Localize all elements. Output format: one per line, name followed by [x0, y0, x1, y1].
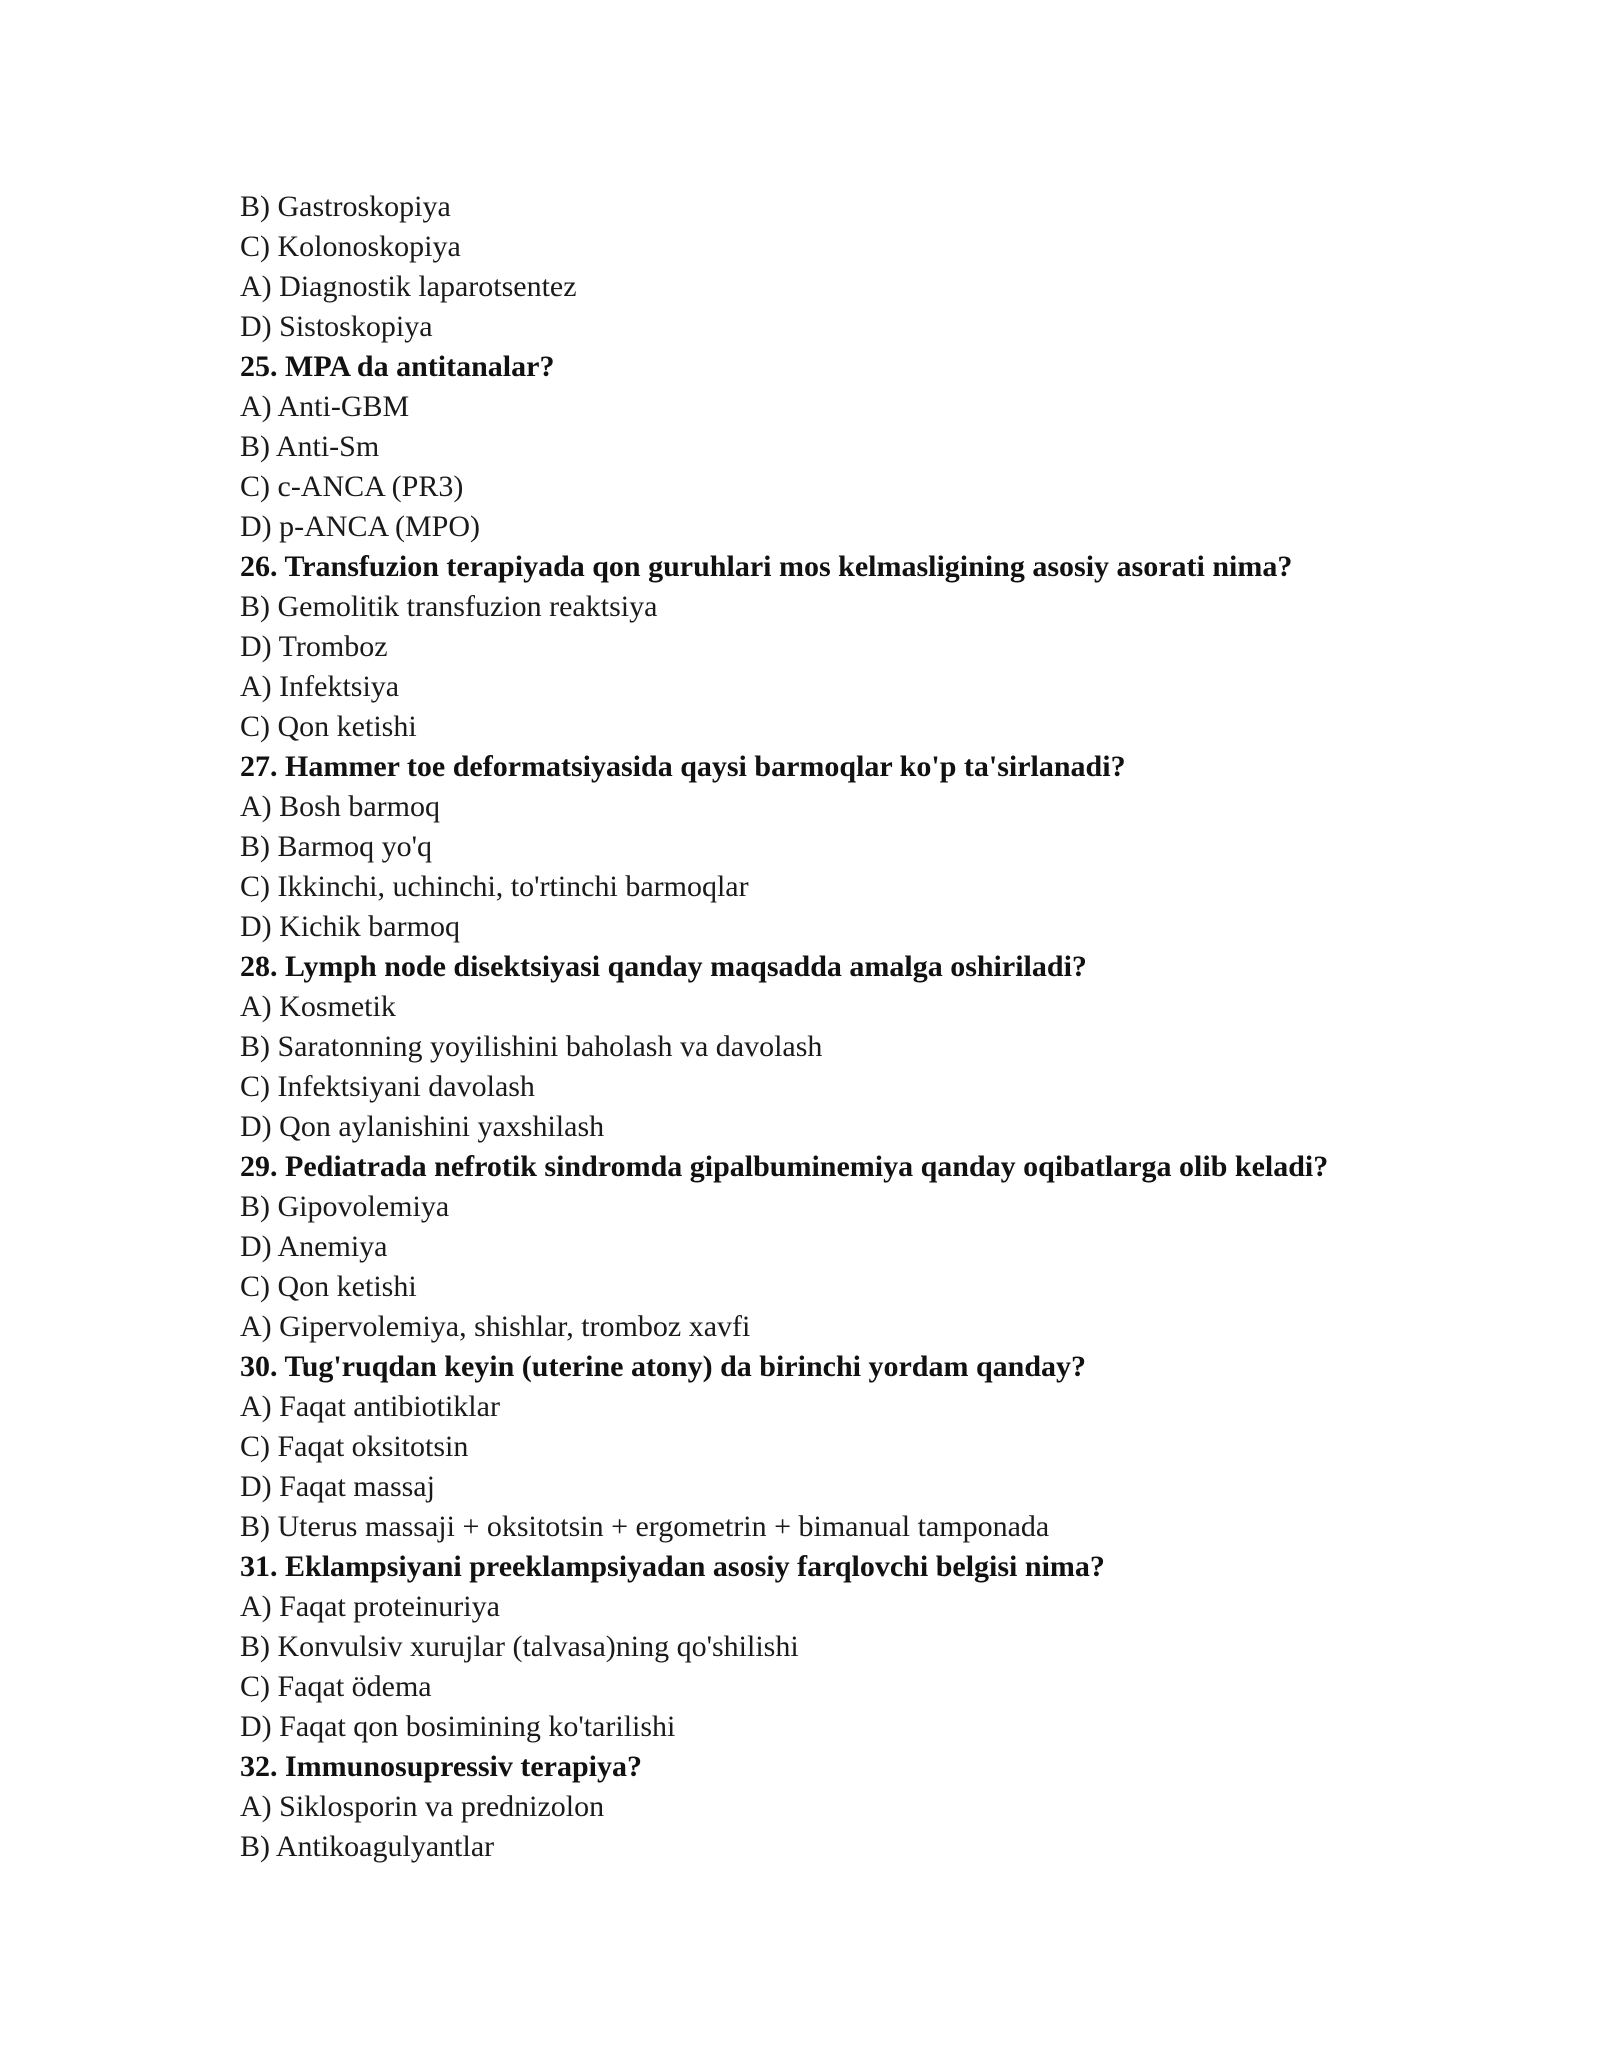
answer-option: A) Anti-GBM: [240, 390, 410, 423]
answer-option: D) Faqat qon bosimining ko'tarilishi: [240, 1710, 676, 1743]
answer-option: C) Kolonoskopiya: [240, 230, 461, 263]
answer-option: C) Faqat oksitotsin: [240, 1430, 469, 1463]
answer-option: A) Kosmetik: [240, 990, 396, 1023]
answer-option: D) Tromboz: [240, 630, 388, 663]
answer-option: C) Infektsiyani davolash: [240, 1070, 535, 1103]
question-block: [240, 747, 1460, 947]
question-block: [240, 547, 1460, 747]
answer-option: B) Konvulsiv xurujlar (talvasa)ning qo'shilishi: [240, 1630, 799, 1663]
answer-option: C) c-ANCA (PR3): [240, 470, 464, 503]
answer-option: B) Anti-Sm: [240, 430, 380, 463]
answer-option: D) Anemiya: [240, 1230, 388, 1263]
question-text: 32. Immunosupressiv terapiya?: [240, 1750, 642, 1783]
answer-option: B) Gemolitik transfuzion reaktsiya: [240, 590, 658, 623]
answer-option: A) Bosh barmoq: [240, 790, 440, 823]
question-text: 30. Tug'ruqdan keyin (uterine atony) da birinchi yordam qanday?: [240, 1350, 1087, 1383]
question-block: [240, 1347, 1460, 1547]
answer-option: C) Qon ketishi: [240, 1270, 417, 1303]
question-block: [240, 947, 1460, 1147]
question-block: [240, 1747, 1460, 1867]
answer-option: B) Gastroskopiya: [240, 190, 451, 223]
question-text: 31. Eklampsiyani preeklampsiyadan asosiy farqlovchi belgisi nima?: [240, 1550, 1105, 1583]
answer-option: B) Saratonning yoyilishini baholash va davolash: [240, 1030, 823, 1063]
answer-option: C) Qon ketishi: [240, 710, 417, 743]
answer-option: C) Faqat ödema: [240, 1670, 432, 1703]
answer-option: B) Barmoq yo'q: [240, 830, 433, 863]
answer-option: B) Antikoagulyantlar: [240, 1830, 495, 1863]
answer-option: D) Sistoskopiya: [240, 310, 433, 343]
option-list: [240, 187, 1460, 347]
answer-option: B) Gipovolemiya: [240, 1190, 450, 1223]
answer-option: C) Ikkinchi, uchinchi, to'rtinchi barmoqlar: [240, 870, 749, 903]
answer-option: D) Qon aylanishini yaxshilash: [240, 1110, 605, 1143]
answer-option: A) Diagnostik laparotsentez: [240, 270, 577, 303]
answer-option: D) Faqat massaj: [240, 1470, 435, 1503]
question-text: 29. Pediatrada nefrotik sindromda gipalbuminemiya qanday oqibatlarga olib keladi?: [240, 1150, 1329, 1183]
question-block: [240, 1147, 1460, 1347]
question-text: 25. MPA da antitanalar?: [240, 350, 555, 383]
answer-option: A) Gipervolemiya, shishlar, tromboz xavfi: [240, 1310, 751, 1343]
answer-option: A) Faqat proteinuriya: [240, 1590, 500, 1623]
answer-option: A) Siklosporin va prednizolon: [240, 1790, 605, 1823]
quiz-content: [240, 187, 1460, 1867]
question-block: [240, 347, 1460, 547]
question-text: 28. Lymph node disektsiyasi qanday maqsadda amalga oshiriladi?: [240, 950, 1087, 983]
answer-option: D) p-ANCA (MPO): [240, 510, 480, 543]
answer-option: A) Infektsiya: [240, 670, 400, 703]
answer-option: A) Faqat antibiotiklar: [240, 1390, 500, 1423]
answer-option: B) Uterus massaji + oksitotsin + ergometrin + bimanual tamponada: [240, 1510, 1050, 1543]
question-block: [240, 1547, 1460, 1747]
answer-option: D) Kichik barmoq: [240, 910, 460, 943]
question-text: 27. Hammer toe deformatsiyasida qaysi barmoqlar ko'p ta'sirlanadi?: [240, 750, 1126, 783]
question-text: 26. Transfuzion terapiyada qon guruhlari mos kelmasligining asosiy asorati nima?: [240, 550, 1293, 583]
